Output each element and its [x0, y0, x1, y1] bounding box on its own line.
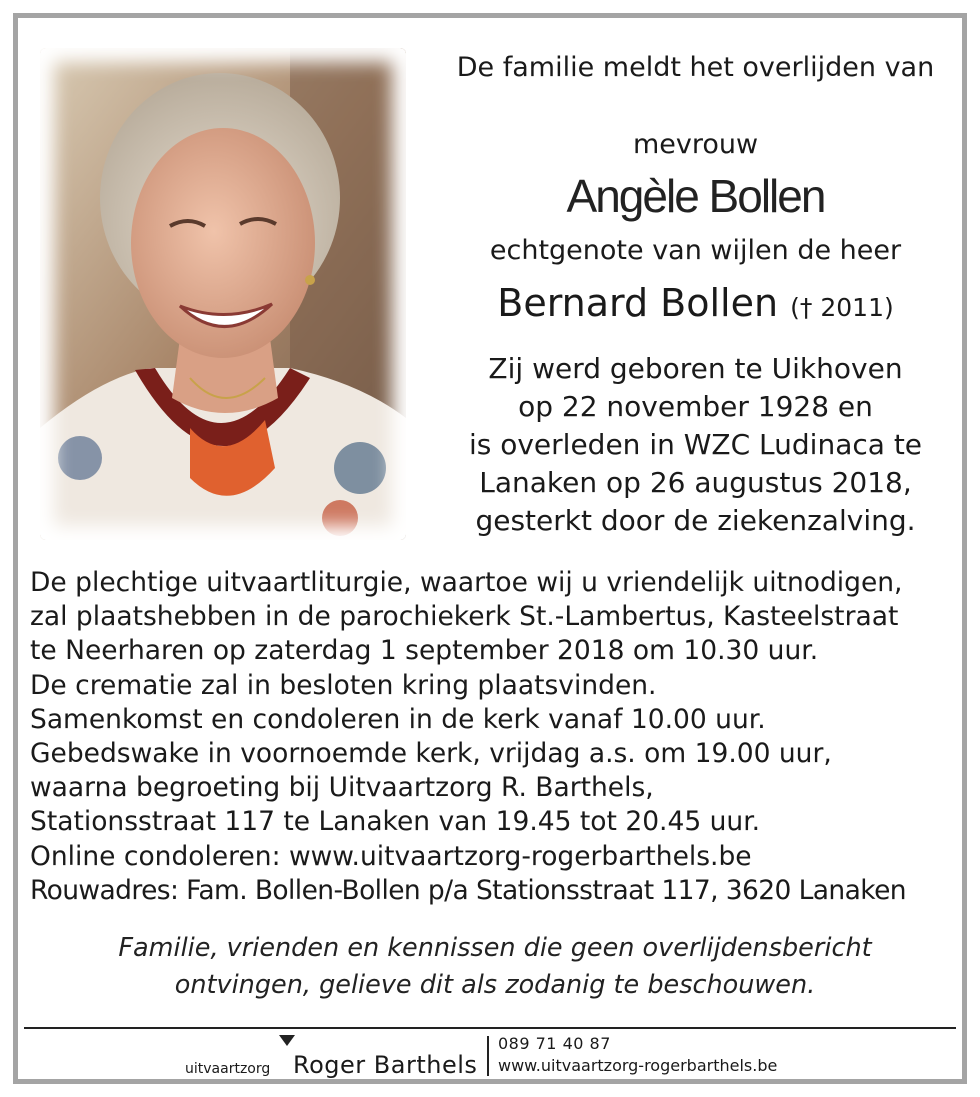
footer-divider	[24, 1027, 956, 1029]
ceremony-line: Gebedswake in voornoemde kerk, vrijdag a.s. om 19.00 uur,	[30, 738, 832, 770]
honorific: mevrouw	[632, 129, 759, 160]
ceremony-line: De crematie zal in besloten kring plaatsvinden.	[30, 669, 657, 701]
portrait-illustration	[40, 48, 406, 540]
birth-death-details	[428, 350, 963, 540]
ceremony-line: Stationsstraat 117 te Lanaken van 19.45 tot 20.45 uur.	[30, 806, 761, 838]
phone-number: 089 71 40 87	[498, 1034, 611, 1053]
spouse-name: Bernard Bollen	[497, 281, 779, 325]
birth-death-line: is overleden in WZC Ludinaca te	[468, 428, 923, 461]
triangle-icon	[279, 1035, 295, 1046]
spouse-death-year: († 2011)	[790, 293, 894, 322]
funeral-home-footer	[18, 1032, 972, 1082]
ceremony-line: De plechtige uitvaartliturgie, waartoe wij u vriendelijk uitnodigen,	[30, 567, 903, 598]
birth-death-line: gesterkt door de ziekenzalving.	[475, 504, 916, 537]
obituary-card	[13, 13, 967, 1084]
birth-death-line: Lanaken op 26 augustus 2018,	[479, 466, 912, 499]
note-line: ontvingen, gelieve dit als zodanig te beschouwen.	[174, 970, 816, 1000]
birth-death-line: Zij werd geboren te Uikhoven	[488, 352, 903, 385]
spouse-line: echtgenote van wijlen de heer	[489, 235, 902, 266]
ceremony-line: zal plaatshebben in de parochiekerk St.-Lambertus, Kasteelstraat	[30, 601, 899, 633]
deceased-name: Angèle Bollen	[566, 170, 825, 222]
ceremony-line: Samenkomst en condoleren in de kerk vanaf 10.00 uur.	[30, 703, 766, 735]
brand-prefix: uitvaartzorg	[185, 1061, 271, 1077]
ceremony-line: Online condoleren: www.uitvaartzorg-rogerbarthels.be	[30, 840, 752, 872]
ceremony-details	[30, 566, 980, 908]
brand-name: Roger Barthels	[293, 1051, 478, 1079]
footer-separator	[487, 1036, 489, 1076]
spouse-name-line	[428, 278, 963, 333]
website-link[interactable]: www.uitvaartzorg-rogerbarthels.be	[498, 1056, 778, 1075]
intro-text: De familie meldt het overlijden van	[456, 52, 935, 83]
portrait-photo	[40, 48, 406, 540]
ceremony-line: te Neerharen op zaterdag 1 september 2018 om 10.30 uur.	[30, 635, 819, 667]
notice-note	[18, 930, 972, 1004]
ceremony-line: waarna begroeting bij Uitvaartzorg R. Barthels,	[30, 772, 654, 804]
ceremony-line: Rouwadres: Fam. Bollen-Bollen p/a Stationsstraat 117, 3620 Lanaken	[30, 874, 906, 906]
birth-death-line: op 22 november 1928 en	[518, 390, 873, 423]
note-line: Familie, vrienden en kennissen die geen overlijdensbericht	[118, 933, 872, 963]
